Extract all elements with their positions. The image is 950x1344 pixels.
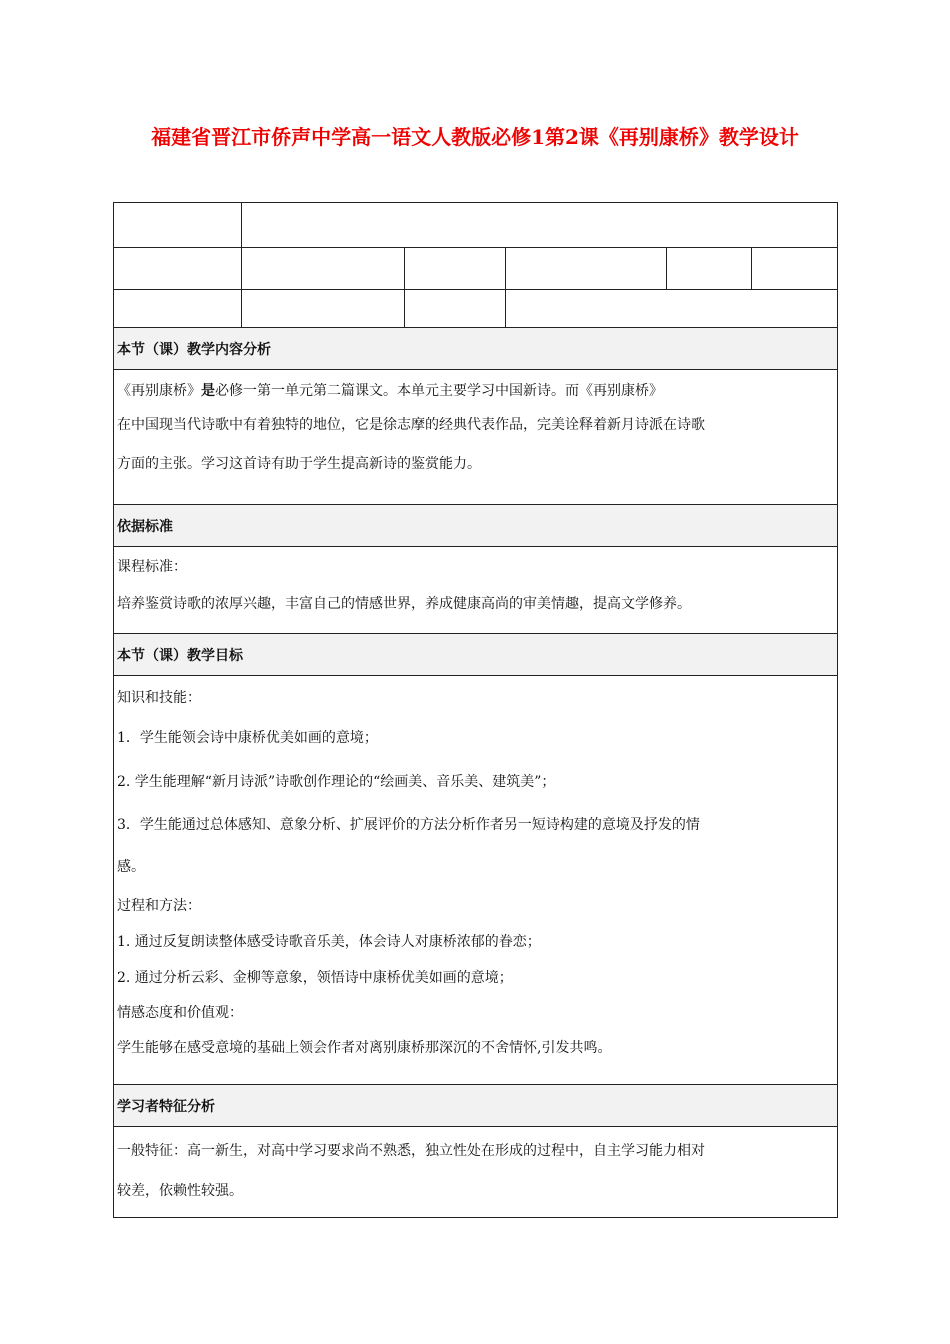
learners-heading: 学习者特征分析 — [114, 1085, 838, 1127]
section-body-row — [114, 1127, 838, 1218]
content-analysis-heading: 本节（课）教学内容分析 — [114, 328, 838, 370]
goals-k2: 2. 学生能理解“新月诗派”诗歌创作理论的“绘画美、音乐美、建筑美”； — [117, 774, 556, 790]
goals-process-label: 过程和方法： — [117, 898, 201, 914]
section-body-row — [114, 676, 838, 1085]
section-heading-row — [114, 505, 838, 547]
info-cell — [242, 203, 838, 248]
analysis-line-1-bold: 是 — [201, 383, 215, 399]
info-cell — [242, 248, 405, 290]
learners-body — [114, 1127, 838, 1218]
info-row-1 — [114, 203, 838, 248]
info-row-3 — [114, 290, 838, 328]
info-cell — [752, 248, 838, 290]
standard-line-2: 培养鉴赏诗歌的浓厚兴趣，丰富自己的情感世界，养成健康高尚的审美情趣，提高文学修养。 — [117, 596, 691, 612]
standard-body — [114, 547, 838, 634]
goals-p1: 1. 通过反复朗读整体感受诗歌音乐美，体会诗人对康桥浓郁的眷恋； — [117, 934, 541, 950]
analysis-line-3: 方面的主张。学习这首诗有助于学生提高新诗的鉴赏能力。 — [117, 456, 481, 472]
standard-line-1: 课程标准： — [117, 559, 187, 575]
analysis-line-1-rest: 必修一第一单元第二篇课文。本单元主要学习中国新诗。而《再别康桥》 — [215, 383, 663, 399]
goals-k3a: 3．学生能通过总体感知、意象分析、扩展评价的方法分析作者另一短诗构建的意境及抒发的情 — [117, 817, 700, 833]
document-title: 福建省晋江市侨声中学高一语文人教版必修1第2课《再别康桥》教学设计 — [151, 125, 799, 149]
info-cell — [114, 248, 242, 290]
info-cell — [114, 203, 242, 248]
info-cell — [506, 290, 838, 328]
section-body-row — [114, 370, 838, 505]
standard-heading: 依据标准 — [114, 505, 838, 547]
info-row-2 — [114, 248, 838, 290]
info-cell — [667, 248, 752, 290]
info-cell — [405, 290, 506, 328]
analysis-line-1-title: 《再别康桥》 — [117, 383, 201, 399]
analysis-line-2: 在中国现当代诗歌中有着独特的地位，它是徐志摩的经典代表作品，完美诠释着新月诗派在诗歌 — [117, 417, 705, 433]
learners-line-2: 较差，依赖性较强。 — [117, 1183, 243, 1199]
info-cell — [114, 290, 242, 328]
section-body-row — [114, 547, 838, 634]
lesson-plan-table — [113, 202, 838, 1218]
goals-e1: 学生能够在感受意境的基础上领会作者对离别康桥那深沉的不舍情怀,引发共鸣。 — [117, 1040, 612, 1056]
goals-k1: 1．学生能领会诗中康桥优美如画的意境； — [117, 730, 378, 746]
goals-body — [114, 676, 838, 1085]
info-cell — [405, 248, 506, 290]
goals-emotion-label: 情感态度和价值观： — [117, 1005, 243, 1021]
content-analysis-body — [114, 370, 838, 505]
section-heading-row — [114, 634, 838, 676]
learners-line-1: 一般特征：高一新生，对高中学习要求尚不熟悉，独立性处在形成的过程中，自主学习能力相对 — [117, 1143, 705, 1159]
section-heading-row — [114, 1085, 838, 1127]
analysis-line-1 — [117, 376, 834, 406]
section-heading-row — [114, 328, 838, 370]
info-cell — [242, 290, 405, 328]
goals-knowledge-label: 知识和技能： — [117, 690, 201, 706]
goals-p2: 2. 通过分析云彩、金柳等意象，领悟诗中康桥优美如画的意境； — [117, 970, 513, 986]
info-cell — [506, 248, 667, 290]
goals-heading: 本节（课）教学目标 — [114, 634, 838, 676]
goals-k3b: 感。 — [117, 859, 145, 875]
